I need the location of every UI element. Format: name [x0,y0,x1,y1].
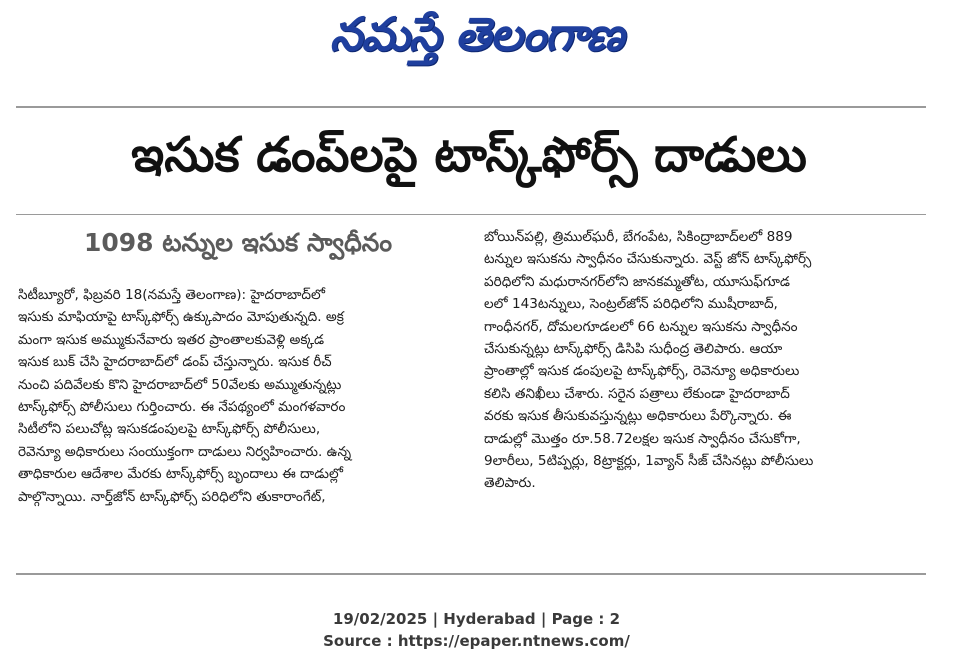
article-text-line: తెలిపారు. [484,475,536,492]
article-headline: ఇసుక డంప్‌లపై టాస్క్‌ఫోర్స్‌ దాడులు [131,127,807,183]
top-divider [16,106,926,108]
article-text-line: బోయిన్‌పల్లి, త్రిముల్‌ఘరీ, బేగంపేట, సికింద్రాబాద్‌లలో 889 [484,229,793,245]
article-subheadline: 1098 టన్నుల ఇసుక స్వాధీనం [83,228,393,257]
article-text-line: ఇసుక బుక్‌ చేసి హైదరాబాద్‌లో డంప్‌ చేస్తున్నారు. ఇసుక రీచ్‌ [18,354,332,371]
article-text-line: దాడుల్లో మొత్తం రూ.58.72లక్షల ఇసుక స్వాధీనం చేసుకోగా, [484,430,801,447]
footer-date-edition: 19/02/2025 | Hyderabad | Page : 2 [332,610,621,628]
article-text-line: మంగా ఇసుక అమ్ముకునేవారు ఇతర ప్రాంతాలకువెళ్లి అక్కడ [18,331,325,348]
article-text-line: తాధికారుల ఆదేశాల మేరకు టాస్క్‌ఫోర్స్‌ బృందాలు ఈ దాడుల్లో [18,466,343,483]
article-text-line: ప్రాంతాల్లో ఇసుక డంపులపై టాస్క్‌ఫోర్స్‌, రెవెన్యూ అధికారులు [484,363,800,380]
article-text-line: కలిసి తనిఖీలు చేశారు. సరైన పత్రాలు లేకుండా హైదరాబాద్‌ [484,385,790,402]
article-column-right [484,226,930,566]
article-text-line: టాస్క్‌ఫోర్స్‌ పోలీసులు గుర్తించారు. ఈ నేపథ్యంలో మంగళవారం [18,399,346,416]
masthead [0,0,953,80]
article-text-line: టన్నుల ఇసుకను స్వాధీనం చేసుకున్నారు. వెస్ట్‌ జోన్‌ టాస్క్‌ఫోర్స్‌ [484,251,812,268]
subheadline-box [14,224,462,268]
article-text-line: సిటీబ్యూరో, ఫిబ్రవరి 18(నమస్తే తెలంగాణ): హైదరాబాద్‌లో [18,287,325,303]
footer-source: Source : https://epaper.ntnews.com/ [323,632,630,650]
article-text-line: చేసుకున్నట్లు టాస్క్‌ఫోర్స్‌ డిసిపి సుధీంద్ర తెలిపారు. ఆయా [484,341,783,358]
article-text-line: పరిధిలోని మధురానగర్‌లోని జానకమ్మతోట, యూసుఫ్‌గూడ [484,273,790,290]
headline-divider [16,214,926,215]
article-text-line: వరకు ఇసుక తీసుకువస్తున్నట్లు అధికారులు పేర్కొన్నారు. ఈ [484,408,792,425]
article-text-line: లలో 143టన్నులు, సెంట్రల్‌జోన్‌ పరిధిలోని ముషీరాబాద్‌, [484,296,778,313]
article-column-left [18,284,462,564]
bottom-divider [16,573,926,575]
newspaper-logo: నమస్తే తెలంగాణ [329,7,624,61]
article-text-line: ఇసుకు మాఫియాపై టాస్క్‌ఫోర్స్‌ ఉక్కుపాదం మోపుతున్నది. అక్ర [18,309,344,326]
article-text-line: గాంధీనగర్‌, దోమలగూడలలో 66 టన్నుల ఇసుకను స్వాధీనం [484,318,798,335]
article-text-line: రెవెన్యూ అధికారులు సంయుక్తంగా దాడులు నిర్వహించారు. ఉన్న [18,443,352,460]
article-text-line: నుంచి పదివేలకు కొని హైదరాబాద్‌లో 50వేలకు అమ్ముతున్నట్లు [18,376,342,393]
article-text-line: సిటీలోని పలుచోట్ల ఇసుకడంపులపై టాస్క్‌ఫోర్స్‌ పోలీసులు, [18,421,321,438]
article-text-line: 9లారీలు, 5టిప్పర్లు, 8ట్రాక్టర్లు, 1వ్యాన్‌ సీజ్‌ చేసినట్లు పోలీసులు [484,453,814,470]
article-text-line: పాల్గొన్నాయి. నార్త్‌జోన్‌ టాస్క్‌ఫోర్స్‌ పరిధిలోని తుకారాంగేట్‌, [18,488,326,505]
